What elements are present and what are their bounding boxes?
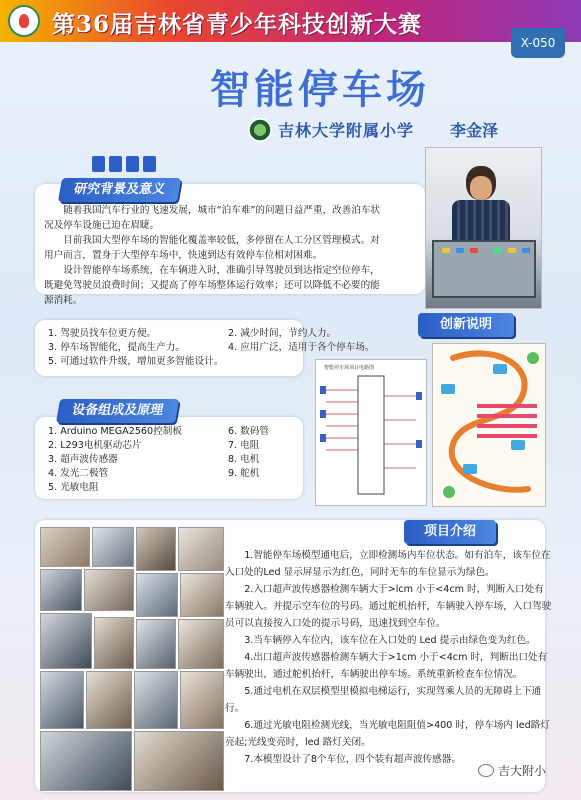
collage-photo [136, 527, 176, 571]
project-paragraph-6: 6.通过光敏电阻检测光线，当光敏电阻阻值>400 时，停车场内 led路灯亮起;光线变亮时，led 路灯关闭。 [225, 720, 550, 748]
equipment-item-4: 4. 发光二极管 [48, 468, 109, 479]
background-paragraph-1: 随着我国汽车行业的飞速发展，城市“泊车难”的问题日益严重，改善泊车状况及停车设施已迫在眉睫。 [44, 205, 381, 231]
collage-photo [136, 573, 178, 617]
collage-photo [180, 573, 224, 617]
equipment-item-3: 3. 超声波传感器 [48, 454, 118, 465]
equipment-item-7: 7. 电阻 [228, 440, 260, 451]
project-paragraph-2: 2.入口超声波传感器检测车辆大于>lcm 小于<4cm 时，判断入口处有车辆驶入。并提示空车位的号码。通过舵机抬杆，车辆驶入停车场，入口驾驶员可以直接按入口处的提示号码，迅速找到空车位。 [225, 584, 552, 629]
collage-photo [86, 671, 132, 729]
innovation-item-3: 3. 停车场智能化，提高生产力。 [48, 342, 185, 353]
collage-photo [180, 671, 224, 729]
project-text [225, 547, 553, 768]
school-logo-icon [248, 118, 272, 142]
student-face [470, 176, 492, 200]
innovation-col2 [228, 327, 375, 355]
equipment-header: 设备组成及原理 [56, 399, 179, 423]
collage-photo [92, 527, 134, 567]
collage-photo [84, 569, 134, 611]
equipment-item-6: 6. 数码管 [228, 426, 269, 437]
wechat-watermark [478, 762, 546, 779]
innovation-header: 创新说明 [418, 313, 514, 337]
project-paragraph-4: 4.出口超声波传感器检测车辆大于>1cm 小于<4cm 时，判断出口处有车辆驶出，通过舵机抬杆，车辆驶出停车场。系统重新检查车位情况。 [225, 652, 548, 680]
equipment-item-5: 5. 光敏电阻 [48, 482, 99, 493]
collage-photo [134, 671, 178, 729]
circuit-schematic [315, 359, 427, 506]
student-photo [425, 147, 542, 309]
equipment-col2 [228, 425, 269, 481]
flowchart-drawing [433, 344, 545, 506]
equipment-item-2: 2. L293电机驱动芯片 [48, 440, 142, 451]
collage-photo [178, 527, 224, 571]
project-paragraph-7: 7.本模型设计了8个车位，四个装有超声波传感器。 [244, 754, 461, 765]
wechat-icon [478, 764, 494, 777]
background-text [44, 203, 389, 308]
collage-photo [40, 671, 84, 729]
innovation-item-4: 4. 应用广泛，适用于各个停车场。 [228, 342, 375, 353]
equipment-item-9: 9. 舵机 [228, 468, 260, 479]
innovation-col1 [48, 327, 223, 369]
collage-photo [40, 569, 82, 611]
equipment-col1 [48, 425, 182, 495]
innovation-item-5: 5. 可通过软件升级，增加更多智能设计。 [48, 356, 224, 367]
collage-photo [40, 527, 90, 567]
contest-banner [0, 0, 581, 42]
parking-model [432, 240, 536, 298]
project-paragraph-3: 3.当车辆停入车位内，该车位在入口处的 Led 提示由绿色变为红色。 [244, 635, 536, 646]
collage-photo [40, 613, 92, 669]
collage-photo [136, 619, 176, 669]
project-code-badge: X-050 [511, 28, 565, 58]
flowchart [432, 343, 546, 507]
decorative-blocks [92, 156, 156, 172]
schematic-drawing [316, 360, 426, 505]
banner-title: 第36届吉林省青少年科技创新大赛 [52, 11, 423, 38]
background-header: 研究背景及意义 [58, 178, 181, 202]
innovation-item-2: 2. 减少时间，节约人力。 [228, 328, 337, 339]
schematic-title: 智能停车场项目电路图 [324, 365, 375, 371]
equipment-item-8: 8. 电机 [228, 454, 260, 465]
project-paragraph-1: 1.智能停车场模型通电后，立即检测场内车位状态。如有泊车，该车位在入口处的Led 显示屏显示为红色，同时无车的车位显示为绿色。 [225, 550, 551, 578]
watermark-text: 吉大附小 [498, 764, 547, 778]
equipment-item-1: 1. Arduino MEGA2560控制板 [48, 426, 182, 437]
innovation-item-1: 1. 驾驶员找车位更方便。 [48, 328, 157, 339]
collage-photo [178, 619, 224, 669]
background-paragraph-3: 设计智能停车场系统，在车辆进入时，准确引导驾驶员到达指定空位停车，既避免驾驶员浪费时间；又提高了停车场整体运行效率；还可以降低不必要的能源消耗。 [44, 265, 380, 306]
author-name: 李金泽 [450, 121, 499, 140]
project-header: 项目介绍 [404, 520, 496, 544]
poster-title: 智能停车场 [210, 67, 430, 113]
collage-photo [40, 731, 132, 791]
background-paragraph-2: 目前我国大型停车场的智能化覆盖率较低，多停留在人工分区管理模式。对用户而言，置身于大型停车场中，快速到达有效停车位相对困难。 [44, 235, 380, 261]
collage-photo [94, 617, 134, 669]
collage-photo [134, 731, 224, 791]
contest-emblem-icon [8, 5, 40, 37]
school-name: 吉林大学附属小学 [278, 121, 415, 140]
project-paragraph-5: 5.通过电机在双层模型里模拟电梯运行，实现驾乘人员的无障碍上下通行。 [225, 686, 542, 714]
